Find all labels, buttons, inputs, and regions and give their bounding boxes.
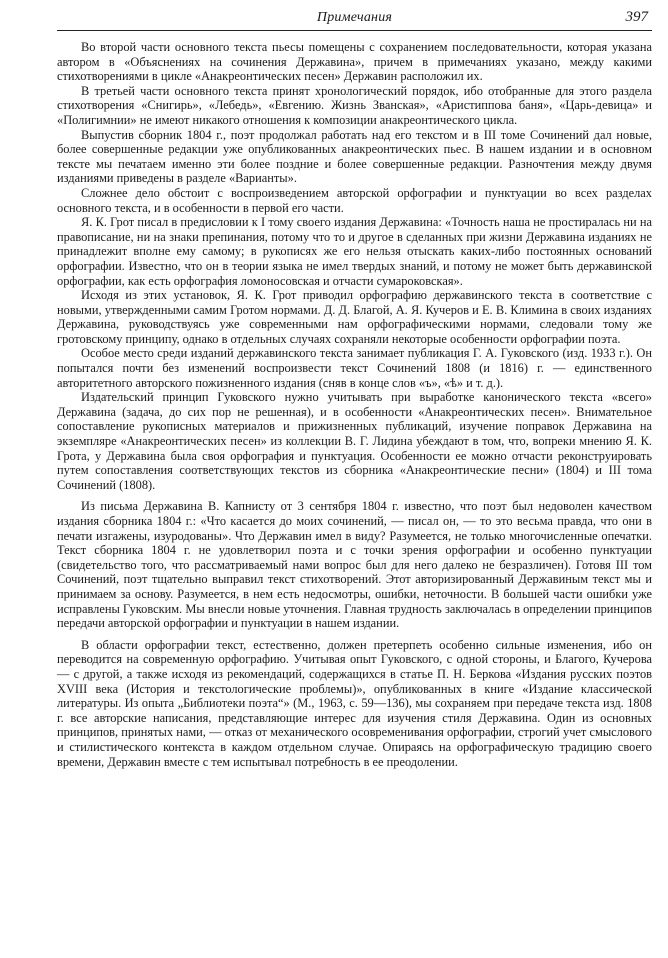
paragraph: Я. К. Грот писал в предисловии к I тому своего издания Державина: «Точность наша не простиралась ни на правописание, ни на знаки препинания, потому что то и другое в сделанных при жизни Державина изданиях не принадлежит вполне ему самому; в рукописях же его нельзя отыскать каких-либо постоянных оснований орфографии. Известно, что он в теории языка не имел твердых знаний, и потому не может быть державинской орфографии, как есть орфография ломоносовская и отчасти сумароковская». <box>57 215 652 288</box>
paragraph: Из письма Державина В. Капнисту от 3 сентября 1804 г. известно, что поэт был недоволен качеством издания сборника 1804 г.: «Что касается до моих сочинений, — писал он, — то это весьма правда, что они в печати изгажены, изуродованы». Что Державин имел в виду? Разумеется, не только многочисленные опечатки. Текст сборника 1804 г. не удовлетворил поэта и с точки зрения орфографии и особенно пунктуации (свидетельство того, что рассматриваемый нами вопрос был для него далеко не безразличен). Готовя III том Сочинений, поэт тщательно выправил текст стихотворений. Этот авторизированный Державиным текст мы и принимаем за основу. Разумеется, в нем есть недосмотры, ошибки, неточности. В большей части ошибки уже исправлены Гуковским. Мы внесли новые уточнения. Главная трудность заключалась в определении принципов передачи авторской орфографии и пунктуации в нашем издании. <box>57 499 652 631</box>
page-header <box>57 8 652 31</box>
paragraph: Исходя из этих установок, Я. К. Грот приводил орфографию державинского текста в соответствие с новыми, утвержденными самим Гротом нормами. Д. Д. Благой, А. Я. Кучеров и Е. В. Климина в своих изданиях Державина, руководствуясь уже современными нам орфографическими нормами, следовали тому же гротовскому принципу, однако в отдельных случаях сохраняли некоторые особенности орфографии поэта. <box>57 288 652 346</box>
page-number: 397 <box>625 9 648 25</box>
paragraph: Во второй части основного текста пьесы помещены с сохранением последовательности, которая указана автором в «Объяснениях на сочинения Державина», причем в примечаниях указано, между какими стихотворениями в цикле «Анакреонтических песен» Державин расположил их. <box>57 40 652 84</box>
paragraph: Выпустив сборник 1804 г., поэт продолжал работать над его текстом и в III томе Сочинений дал новые, более совершенные редакции уже опубликованных анакреонтических пьес. В нашем издании и в основном тексте мы печатаем именно эти более поздние и более совершенные редакции. Разночтения между двумя изданиями приведены в разделе «Варианты». <box>57 127 652 186</box>
body-text <box>57 40 652 769</box>
paragraph: Сложнее дело обстоит с воспроизведением авторской орфографии и пунктуации во всех разделах основного текста, и в особенности в первой его части. <box>57 185 652 215</box>
paragraph: В третьей части основного текста принят хронологический порядок, ибо отобранные для этого раздела стихотворения «Снигирь», «Лебедь», «Евгению. Жизнь Званская», «Аристиппова баня», «Царь-девица» и «Полигимнии» не имеют никакого отношения к композиции анакреонтического цикла. <box>57 83 652 127</box>
paragraph: Особое место среди изданий державинского текста занимает публикация Г. А. Гуковского (изд. 1933 г.). Он попытался почти без изменений воспроизвести текст Сочинений 1808 (и 1816) г. — единственного авторитетного авторского пожизненного издания (сняв в конце слов «ъ», «ѣ» и т. д.). <box>57 346 652 390</box>
paragraph: Издательский принцип Гуковского нужно учитывать при выработке канонического текста «всего» Державина (задача, до сих пор не решенная), и в особенности «Анакреонтических песен». Внимательное сопоставление рукописных материалов и прижизненных публикаций, изучение поправок Державина на экземпляре «Анакреонтических песен» из коллекции В. Г. Лидина убеждают в том, что, вопреки мнению Я. К. Грота, у Державина была своя орфография и пунктуация. Особенности ее можно отчасти реконструировать путем сопоставления соответствующих текстов из сборника «Анакреонтические песни» (1804) и III тома Сочинений (1808). <box>57 390 652 492</box>
running-title: Примечания <box>316 10 393 25</box>
paragraph: В области орфографии текст, естественно, должен претерпеть особенно сильные изменения, ибо он переводится на современную орфографию. Учитывая опыт Гуковского, с одной стороны, и Благого, Кучерова — с другой, а также исходя из рекомендаций, содержащихся в статье П. Н. Беркова «Издания русских поэтов XVIII века (История и текстологические проблемы)», опубликованных в книге «Издание классической литературы. Из опыта „Библиотеки поэта“» (М., 1963, с. 59—136), мы сохраняем при передаче текста изд. 1808 г. все авторские написания, представляющие интерес для изучения стиля Державина. Один из основных принципов, принятых нами, — отказ от механического осовременивания орфографии, строгий учет смыслового и стилистического контекста в каждом отдельном случае. Опираясь на орфографическую традицию своего времени, Державин вместе с тем испытывал потребность в ее преодолении. <box>57 637 652 769</box>
